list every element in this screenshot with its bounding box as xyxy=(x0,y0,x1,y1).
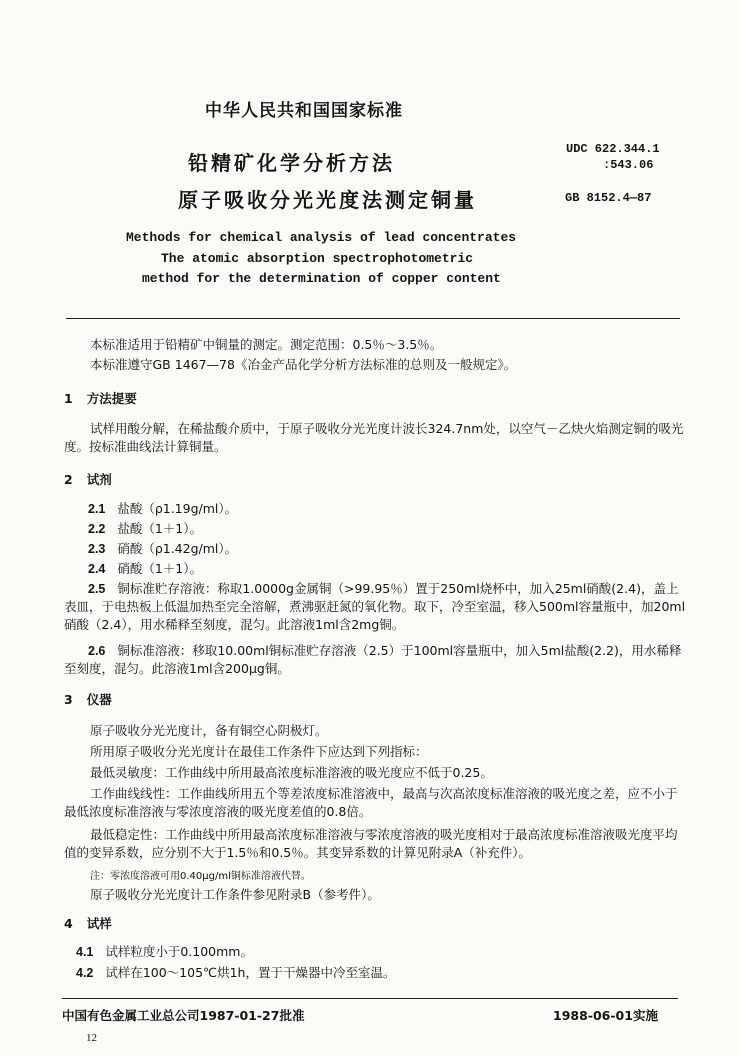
section-title: 试样 xyxy=(86,916,112,931)
sample-item: 4.2 试样在100～105℃烘1h，置于干燥器中冷至室温。 xyxy=(76,965,396,980)
reagent-item: 2.6 铜标准溶液：移取10.00ml铜标准贮存溶液（2.5）于100ml容量瓶中，加入5ml盐酸(2.2)，用水稀释至刻度，混匀。此溶液1ml含200μg铜。 xyxy=(64,643,682,676)
reagent-item: 2.1 盐酸（ρ1.19g/ml）。 xyxy=(88,501,238,516)
section-title: 试剂 xyxy=(86,472,112,487)
instrument-text: 原子吸收分光光度计，备有铜空心阴极灯。 xyxy=(90,723,328,738)
section-number: 4 xyxy=(64,916,73,931)
instrument-text: 工作曲线线性：工作曲线所用五个等差浓度标准溶液中，最高与次高浓度标准溶液的吸光度之差，应不小于最低浓度标准溶液与零浓度溶液的吸光度差值的0.8倍。 xyxy=(64,786,678,819)
reagent-item: 2.2 盐酸（1＋1）。 xyxy=(88,521,202,536)
instrument-text: 原子吸收分光光度计工作条件参见附录B（参考件）。 xyxy=(90,887,380,902)
gb-number: GB 8152.4—87 xyxy=(565,191,652,205)
reagent-item: 2.5 铜标准贮存溶液：称取1.0000g金属铜（>99.95％）置于250ml烧杯中，加入25ml硝酸(2.4)，盖上表皿，于电热板上低温加热至完全溶解，煮沸驱赶氮的氧化物。取下，冷至室温，移入500ml容量瓶中，加20ml硝酸（2.4），用水稀释至刻度，混匀。此溶液1ml含2mg铜。 xyxy=(64,581,686,632)
section-number: 1 xyxy=(64,391,73,406)
section-3-heading xyxy=(64,690,112,708)
header-divider xyxy=(66,318,680,319)
section-1-heading xyxy=(64,389,137,407)
title-cn-line2: 原子吸收分光光度法测定铜量 xyxy=(178,188,477,212)
title-en-line1: Methods for chemical analysis of lead concentrates xyxy=(126,230,517,245)
title-en-line2: The atomic absorption spectrophotometric xyxy=(161,251,474,266)
reagent-item: 2.3 硝酸（ρ1.42g/ml）。 xyxy=(88,541,238,556)
section-number: 3 xyxy=(64,692,73,707)
standard-type-heading: 中华人民共和国国家标准 xyxy=(205,101,403,121)
title-cn-line1: 铅精矿化学分析方法 xyxy=(188,151,395,175)
intro-scope: 本标准适用于铅精矿中铜量的测定。测定范围：0.5％～3.5％。 xyxy=(90,337,443,352)
intro-compliance: 本标准遵守GB 1467—78《冶金产品化学分析方法标准的总则及一般规定》。 xyxy=(90,357,517,372)
instrument-note: 注：零浓度溶液可用0.40μg/ml铜标准溶液代替。 xyxy=(90,871,311,882)
sample-item: 4.1 试样粒度小于0.100mm。 xyxy=(76,944,253,959)
section-number: 2 xyxy=(64,472,73,487)
udc-code: UDC 622.344.1 xyxy=(566,142,660,156)
section-1-text: 试样用酸分解，在稀盐酸介质中，于原子吸收分光光度计波长324.7nm处，以空气－乙炔火焰测定铜的吸光度。按标准曲线法计算铜量。 xyxy=(64,421,684,454)
section-4-heading xyxy=(64,914,112,932)
page-number: 12 xyxy=(86,1032,97,1044)
reagent-item: 2.4 硝酸（1＋1）。 xyxy=(88,561,202,576)
effective-date: 1988-06-01实施 xyxy=(553,1008,658,1023)
instrument-text: 最低稳定性：工作曲线中所用最高浓度标准溶液与零浓度溶液的吸光度相对于最高浓度标准溶液吸光度平均值的变异系数，应分别不大于1.5％和0.5％。其变异系数的计算见附录A（补充件）。 xyxy=(64,827,678,860)
section-title: 仪器 xyxy=(86,692,112,707)
title-en-line3: method for the determination of copper content xyxy=(142,271,501,286)
section-2-heading xyxy=(64,470,112,488)
footer-divider xyxy=(62,998,678,999)
section-title: 方法提要 xyxy=(86,391,137,406)
approval-line: 中国有色金属工业总公司1987-01-27批准 xyxy=(62,1008,305,1023)
instrument-text: 最低灵敏度：工作曲线中所用最高浓度标准溶液的吸光度应不低于0.25。 xyxy=(90,765,493,780)
udc-code-suffix: :543.06 xyxy=(603,158,654,172)
instrument-text: 所用原子吸收分光光度计在最佳工作条件下应达到下列指标： xyxy=(90,744,428,759)
